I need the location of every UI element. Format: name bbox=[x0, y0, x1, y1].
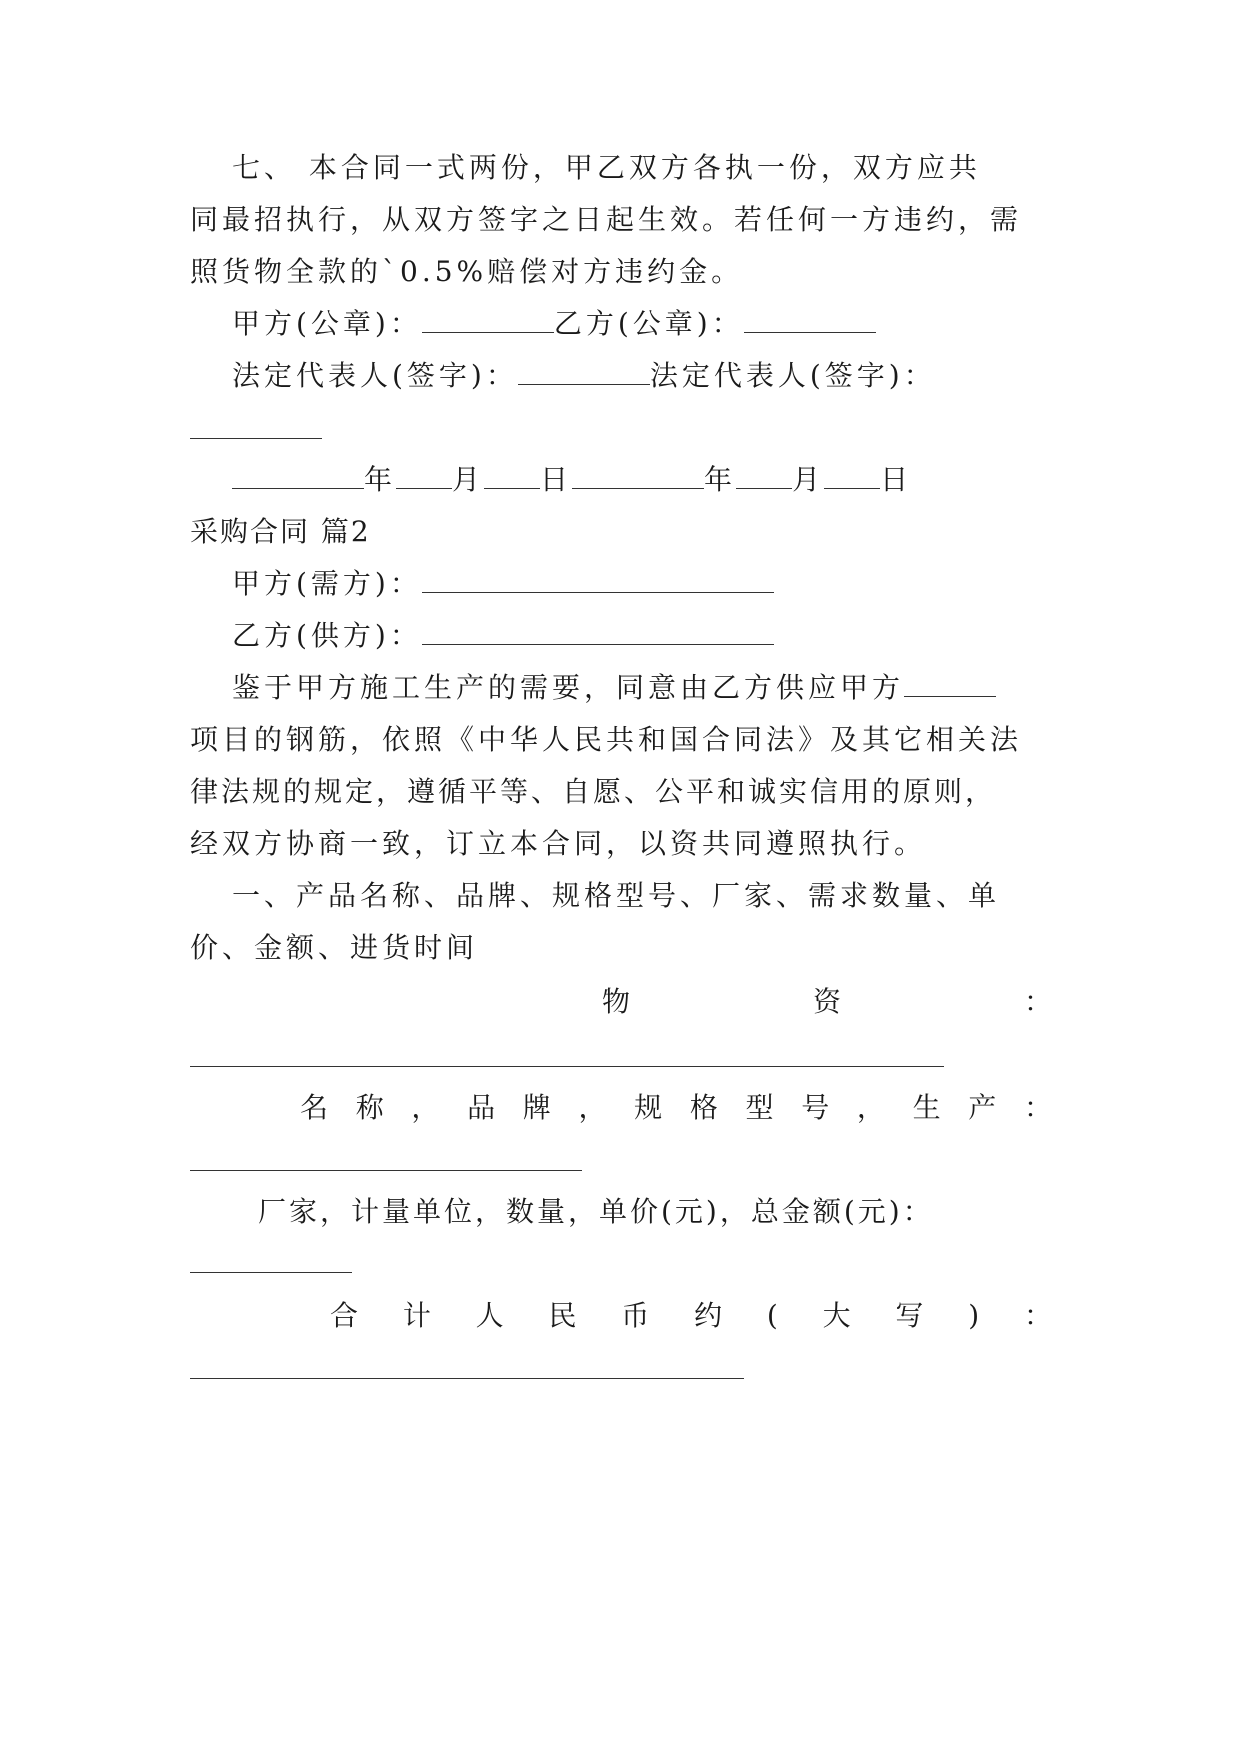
month-blank-a bbox=[396, 464, 452, 489]
clause-7-line-3: 照货物全款的`0.5%赔偿对方违约金。 bbox=[190, 255, 744, 288]
name-brand-label: 名称，品牌，规格型号，生产： bbox=[300, 1091, 1052, 1124]
name-brand-blank bbox=[190, 1170, 582, 1171]
clause-7-line-1: 七、 本合同一式两份，甲乙双方各执一份，双方应共 bbox=[232, 151, 981, 184]
party-b-seal-blank bbox=[744, 308, 876, 333]
legal-rep-b-label: 法定代表人(签字)： bbox=[649, 359, 936, 392]
clause-7-line-2: 同最招执行，从双方签字之日起生效。若任何一方违约，需 bbox=[190, 203, 1023, 236]
seller-label: 乙方(供方)： bbox=[232, 619, 422, 652]
legal-rep-b-blank bbox=[190, 438, 322, 439]
party-a-seal-blank bbox=[422, 308, 554, 333]
day-blank-b bbox=[824, 464, 880, 489]
item-1-line-2: 价、金额、进货时间 bbox=[190, 931, 479, 964]
legal-rep-a-blank bbox=[518, 360, 650, 385]
project-blank bbox=[904, 672, 996, 697]
month-label-a: 月 bbox=[452, 463, 485, 496]
day-label-b: 日 bbox=[880, 463, 913, 496]
total-amount-blank bbox=[190, 1378, 744, 1379]
maker-unit-blank bbox=[190, 1272, 352, 1273]
legal-rep-line bbox=[232, 356, 936, 396]
material-blank bbox=[190, 1066, 944, 1067]
maker-unit-label: 厂家，计量单位，数量，单价(元)，总金额(元)： bbox=[258, 1195, 934, 1228]
item-1-line-1: 一、产品名称、品牌、规格型号、厂家、需求数量、单 bbox=[232, 879, 1001, 912]
month-label-b: 月 bbox=[792, 463, 825, 496]
buyer-blank bbox=[422, 568, 774, 593]
seal-line bbox=[232, 304, 876, 344]
seller-line bbox=[232, 616, 774, 656]
year-label-b: 年 bbox=[704, 463, 737, 496]
total-amount-label: 合计人民币约(大写)： bbox=[330, 1299, 1052, 1332]
section-title: 采购合同 篇2 bbox=[190, 515, 371, 548]
intro-line-1 bbox=[232, 668, 996, 708]
year-blank-b bbox=[572, 464, 704, 489]
intro-line-4: 经双方协商一致，订立本合同，以资共同遵照执行。 bbox=[190, 827, 927, 860]
year-blank-a bbox=[232, 464, 364, 489]
material-label: 物资： bbox=[602, 985, 1052, 1018]
party-a-seal-label: 甲方(公章)： bbox=[232, 307, 422, 340]
date-line bbox=[232, 460, 912, 500]
year-label-a: 年 bbox=[364, 463, 397, 496]
buyer-label: 甲方(需方)： bbox=[232, 567, 422, 600]
buyer-line bbox=[232, 564, 774, 604]
day-blank-a bbox=[484, 464, 540, 489]
intro-line-2: 项目的钢筋，依照《中华人民共和国合同法》及其它相关法 bbox=[190, 723, 1023, 756]
intro-line-3: 律法规的规定，遵循平等、自愿、公平和诚实信用的原则， bbox=[190, 775, 997, 808]
party-b-seal-label: 乙方(公章)： bbox=[553, 307, 744, 340]
seller-blank bbox=[422, 620, 774, 645]
legal-rep-a-label: 法定代表人(签字)： bbox=[232, 359, 518, 392]
month-blank-b bbox=[736, 464, 792, 489]
day-label-a: 日 bbox=[540, 463, 573, 496]
intro-text-1: 鉴于甲方施工生产的需要，同意由乙方供应甲方 bbox=[232, 671, 905, 704]
